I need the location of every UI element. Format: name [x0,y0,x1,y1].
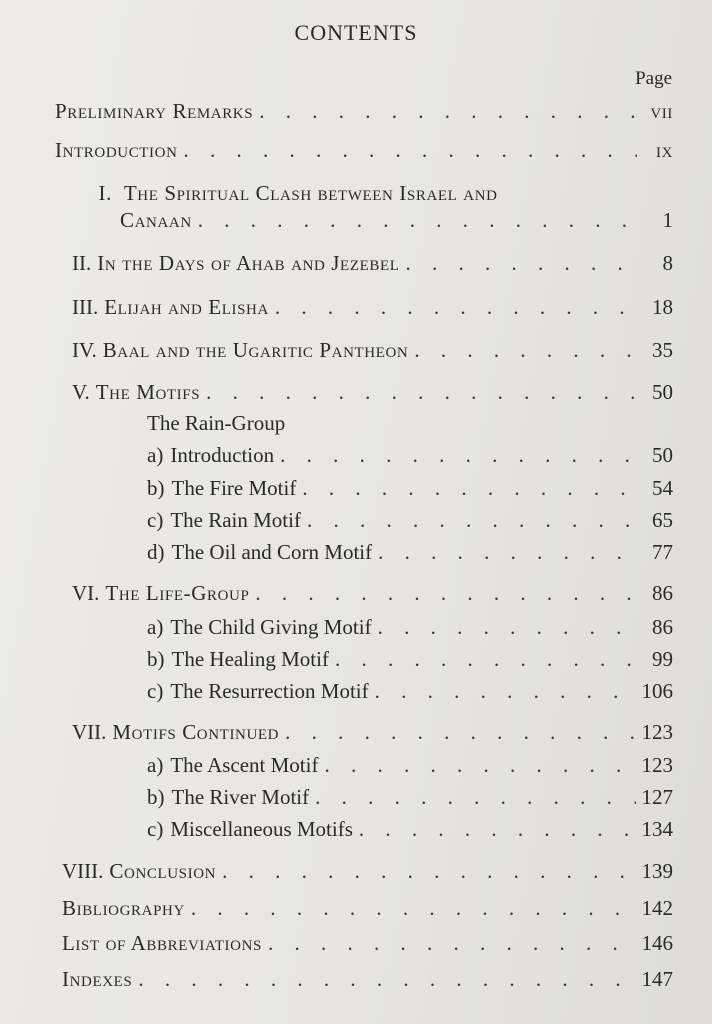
toc-number: b) [147,647,165,671]
toc-page: 142 [641,896,673,920]
leader-dots [324,752,635,778]
toc-number: b) [147,476,165,500]
toc-number: a) [147,753,164,777]
toc-subentry-oil-corn-motif[interactable] [147,539,673,565]
toc-number: III. [72,295,99,319]
toc-subentry-river-motif[interactable] [147,784,673,810]
leader-dots [359,816,636,842]
toc-label: The Spiritual Clash between Israel and [123,181,498,205]
toc-number: c) [147,508,164,532]
toc-number: b) [147,785,165,809]
toc-page: 147 [641,967,673,991]
leader-dots [206,379,637,405]
toc-label: The Life-Group [105,581,250,605]
toc-page: 54 [652,476,673,500]
toc-group-rain: The Rain-Group [147,411,286,435]
toc-label: The Resurrection Motif [170,679,369,703]
leader-dots [285,719,635,745]
toc-subentry-rain-introduction[interactable] [147,442,673,468]
toc-label: The River Motif [171,785,310,809]
toc-label: In the Days of Ahab and Jezebel [97,251,400,275]
toc-page: 139 [641,859,673,883]
leader-dots [315,784,635,810]
toc-label: The Oil and Corn Motif [171,540,373,564]
toc-number: V. [72,380,90,404]
toc-label-cont: Canaan [120,208,192,232]
toc-label: Conclusion [109,859,217,883]
toc-label: The Fire Motif [171,476,297,500]
toc-entry-chapter-6[interactable] [72,580,673,606]
toc-number: II. [72,251,92,275]
toc-number: IV. [72,338,97,362]
toc-subentry-healing-motif[interactable] [147,646,673,672]
toc-page: 35 [652,338,673,362]
leader-dots [184,137,637,163]
toc-entry-indexes[interactable] [62,966,673,992]
toc-number: c) [147,679,164,703]
toc-number: c) [147,817,164,841]
toc-number: a) [147,443,164,467]
leader-dots [268,930,636,956]
toc-subentry-miscellaneous-motifs[interactable] [147,816,673,842]
toc-entry-preliminary-remarks[interactable] [55,98,673,124]
toc-label: Indexes [62,967,133,991]
toc-label: Miscellaneous Motifs [170,817,353,841]
toc-number: VII. [72,720,107,744]
toc-subentry-resurrection-motif[interactable] [147,678,673,704]
toc-number: a) [147,615,164,639]
toc-page: 123 [641,720,673,744]
toc-number: d) [147,540,165,564]
leader-dots [307,507,637,533]
toc-label: List of Abbreviations [62,931,262,955]
toc-subentry-fire-motif[interactable] [147,475,673,501]
toc-page: 99 [652,647,673,671]
leader-dots [405,250,637,276]
leader-dots [255,580,637,606]
toc-entry-chapter-1-cont[interactable] [120,207,673,233]
leader-dots [302,475,637,501]
toc-entry-chapter-4[interactable] [72,337,673,363]
toc-label: The Ascent Motif [170,753,319,777]
leader-dots [280,442,637,468]
toc-label: Introduction [55,138,178,162]
toc-page: 134 [641,817,673,841]
toc-label: Motifs Continued [112,720,280,744]
toc-label: Preliminary Remarks [55,99,254,123]
toc-entry-bibliography[interactable] [62,895,673,921]
leader-dots [378,614,637,640]
leader-dots [138,966,635,992]
leader-dots [335,646,637,672]
toc-page: 123 [641,753,673,777]
toc-page: 106 [641,679,673,703]
toc-label: The Rain Motif [170,508,301,532]
leader-dots [191,895,636,921]
toc-entry-chapter-3[interactable] [72,294,673,320]
toc-label: Bibliography [62,896,185,920]
toc-entry-abbreviations[interactable] [62,930,673,956]
toc-page: 77 [652,540,673,564]
toc-page: 1 [662,208,673,232]
toc-page: vii [650,99,673,123]
toc-number: I. [98,181,112,205]
toc-page: 86 [652,581,673,605]
toc-page: 86 [652,615,673,639]
toc-subentry-ascent-motif[interactable] [147,752,673,778]
toc-page: 127 [641,785,673,809]
leader-dots [414,337,637,363]
leader-dots [378,539,637,565]
toc-entry-chapter-1[interactable] [72,180,498,206]
toc-subentry-rain-motif[interactable] [147,507,673,533]
toc-subentry-child-giving-motif[interactable] [147,614,673,640]
toc-label: The Healing Motif [171,647,329,671]
toc-label: The Motifs [95,380,201,404]
toc-entry-introduction[interactable] [55,137,673,163]
page-column-label: Page [635,68,672,89]
toc-entry-chapter-5[interactable] [72,379,673,405]
toc-page: 8 [662,251,673,275]
toc-page: 18 [652,295,673,319]
leader-dots [198,207,637,233]
leader-dots [259,98,637,124]
toc-label: Introduction [170,443,275,467]
toc-number: VI. [72,581,100,605]
toc-page: 146 [641,931,673,955]
toc-label: Elijah and Elisha [104,295,269,319]
leader-dots [222,858,635,884]
leader-dots [375,678,636,704]
toc-entry-chapter-8[interactable] [62,858,673,884]
toc-page: ix [655,138,673,162]
toc-page: 65 [652,508,673,532]
toc-entry-chapter-7[interactable] [72,719,673,745]
toc-label: Baal and the Ugaritic Pantheon [102,338,409,362]
toc-entry-chapter-2[interactable] [72,250,673,276]
leader-dots [275,294,637,320]
toc-page: 50 [652,380,673,404]
toc-number: VIII. [62,859,104,883]
contents-heading: CONTENTS [294,20,418,45]
toc-page: 50 [652,443,673,467]
toc-label: The Child Giving Motif [170,615,372,639]
